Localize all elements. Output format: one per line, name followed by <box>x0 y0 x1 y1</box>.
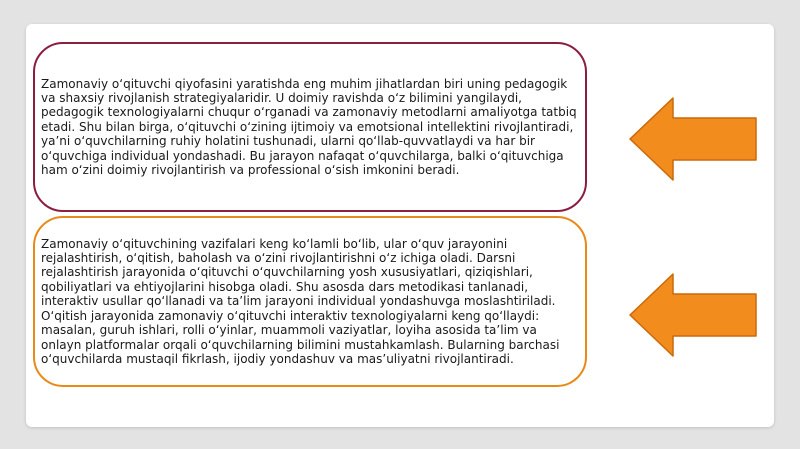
left-arrow-shape <box>630 274 756 356</box>
paragraph-strategies: Zamonaviy o‘qituvchi qiyofasini yaratishda eng muhim jihatlardan biri uning pedagogik va shaxsiy rivojlanish strategiyalaridir. U doimiy ravishda o‘z bilimini yangilaydi, pedagogik texnologiyalarni chuqur o‘rganadi va zamonaviy metodlarni amaliyotga tatbiq etadi. Shu bilan birga, o‘qituvchi o‘zining ijtimoiy va emotsional intellektini rivojlantiradi, ya’ni o‘quvchilarning ruhiy holatini tushunadi, ularni qo‘llab-quvvatlaydi va har bir o‘quvchiga individual yondashadi. Bu jarayon nafaqat o‘quvchilarga, balki o‘qituvchiga ham o‘zini doimiy rivojlantirish va professional o‘sish imkonini beradi. <box>41 76 577 178</box>
left-arrow-shape <box>630 98 756 180</box>
text-box-duties <box>33 216 587 387</box>
left-arrow-icon <box>628 272 760 358</box>
paragraph-duties: Zamonaviy o‘qituvchining vazifalari keng ko‘lamli bo‘lib, ular o‘quv jarayonini rejalashtirish, o‘qitish, baholash va o‘zini rivojlantirishni o‘z ichiga oladi. Darsni rejalashtirish jarayonida o‘qituvchi o‘quvchilarning yosh xususiyatlari, qiziqishlari, qobiliyatlari va ehtiyojlarini hisobga oladi. Shu asosda dars metodikasi tanlanadi, interaktiv usullar qo‘llanadi va ta’lim jarayoni individual yondashuvga moslashtiriladi. O‘qitish jarayonida zamonaviy o‘qituvchi interaktiv texnologiyalarni keng qo‘llaydi: masalan, guruh ishlari, rolli o‘yinlar, muammoli vaziyatlar, loyiha asosida ta’lim va onlayn platformalar orqali o‘quvchilarning bilimini mustahkamlash. Bularning barchasi o‘quvchilarda mustaqil fikrlash, ijodiy yondashuv va mas’uliyatni rivojlantiradi. <box>41 236 560 366</box>
text-box-strategies <box>33 42 587 212</box>
left-arrow-icon <box>628 96 760 182</box>
